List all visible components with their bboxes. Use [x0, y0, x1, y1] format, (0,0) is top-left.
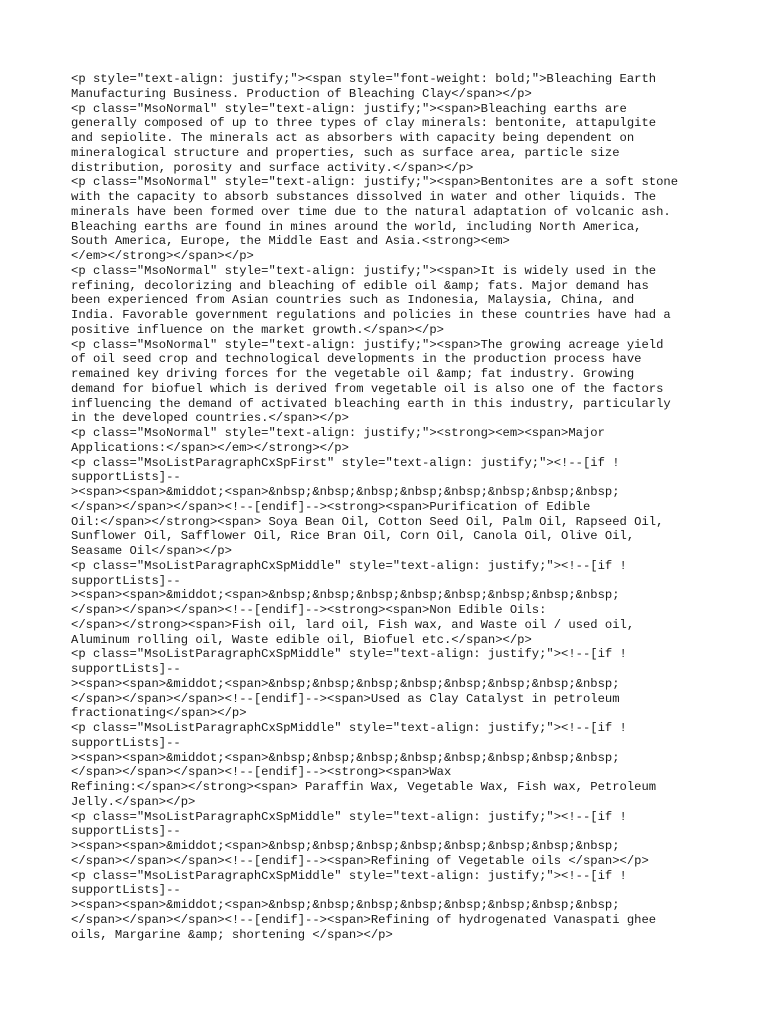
- text-line: supportLists]--: [71, 573, 181, 588]
- text-line: supportLists]--: [71, 735, 181, 750]
- text-line: with the capacity to absorb substances dissolved in water and other liquids. The: [71, 190, 657, 204]
- text-line: Aluminum rolling oil, Waste edible oil, Biofuel etc.</span></p>: [71, 632, 532, 647]
- text-line: distribution, porosity and surface activity.</span></p>: [71, 160, 474, 175]
- text-line: and sepiolite. The minerals act as absorbers with capacity being dependent on: [71, 131, 635, 145]
- text-line: Applications:</span></em></strong></p>: [71, 440, 349, 455]
- text-line: ><span><span>&middot;<span>&nbsp;&nbsp;&nbsp;&nbsp;&nbsp;&nbsp;&nbsp;&nbsp;: [71, 839, 620, 853]
- text-line: supportLists]--: [71, 824, 181, 839]
- text-line: <p class="MsoNormal" style="text-align: justify;"><strong><em><span>Major: [71, 426, 605, 440]
- text-line: positive influence on the market growth.</span></p>: [71, 322, 444, 337]
- text-line: <p class="MsoNormal" style="text-align: justify;"><span>The growing acreage yield: [71, 337, 664, 352]
- text-line: <p class="MsoListParagraphCxSpMiddle" style="text-align: justify;"><!--[if !: [71, 647, 627, 662]
- text-line: <p class="MsoNormal" style="text-align: justify;"><span>It is widely used in the: [71, 263, 657, 278]
- text-line: in the developed countries.</span></p>: [71, 411, 349, 426]
- text-line: </span></span></span><!--[endif]--><strong><span>Wax: [71, 765, 452, 780]
- text-line: <p class="MsoListParagraphCxSpMiddle" style="text-align: justify;"><!--[if !: [71, 558, 627, 573]
- text-line: <p class="MsoNormal" style="text-align: justify;"><span>Bentonites are a soft stone: [71, 175, 679, 190]
- text-line: ><span><span>&middot;<span>&nbsp;&nbsp;&nbsp;&nbsp;&nbsp;&nbsp;&nbsp;&nbsp;: [71, 898, 620, 912]
- text-line: ><span><span>&middot;<span>&nbsp;&nbsp;&nbsp;&nbsp;&nbsp;&nbsp;&nbsp;&nbsp;: [71, 750, 620, 765]
- text-line: <p class="MsoNormal" style="text-align: justify;"><span>Bleaching earths are: [71, 101, 627, 116]
- text-line: </span></span></span><!--[endif]--><strong><span>Non Edible Oils:: [71, 603, 547, 617]
- text-line: </span></span></span><!--[endif]--><span>Refining of Vegetable oils </span></p>: [71, 853, 649, 868]
- text-line: demand for biofuel which is derived from vegetable oil is also one of the factors: [71, 381, 664, 396]
- text-line: ><span><span>&middot;<span>&nbsp;&nbsp;&nbsp;&nbsp;&nbsp;&nbsp;&nbsp;&nbsp;: [71, 485, 620, 499]
- text-line: oils, Margarine &amp; shortening </span></p>: [71, 927, 393, 942]
- text-line: Manufacturing Business. Production of Bleaching Clay</span></p>: [71, 86, 532, 101]
- text-line: Seasame Oil</span></p>: [71, 544, 232, 558]
- text-line: <p class="MsoListParagraphCxSpFirst" style="text-align: justify;"><!--[if !: [71, 455, 620, 470]
- text-line: supportLists]--: [71, 470, 181, 485]
- text-line: <p class="MsoListParagraphCxSpMiddle" style="text-align: justify;"><!--[if !: [71, 809, 627, 824]
- text-line: </em></strong></span></p>: [71, 249, 254, 263]
- text-line: Oil:</span></strong><span> Soya Bean Oil, Cotton Seed Oil, Palm Oil, Rapseed Oil,: [71, 514, 664, 529]
- text-line: Sunflower Oil, Safflower Oil, Rice Bran Oil, Corn Oil, Canola Oil, Olive Oil,: [71, 529, 635, 544]
- text-line: Refining:</span></strong><span> Paraffin Wax, Vegetable Wax, Fish wax, Petroleum: [71, 780, 657, 794]
- text-line: minerals have been formed over time due to the natural adaptation of volcanic ash.: [71, 204, 671, 219]
- text-line: <p style="text-align: justify;"><span style="font-weight: bold;">Bleaching Earth: [71, 72, 657, 86]
- text-line: refining, decolorizing and bleaching of edible oil &amp; fats. Major demand has: [71, 278, 649, 293]
- text-line: </span></span></span><!--[endif]--><strong><span>Purification of Edible: [71, 499, 591, 514]
- text-line: </span></span></span><!--[endif]--><span>Refining of hydrogenated Vanaspati ghee: [71, 912, 657, 927]
- raw-html-text-block: [71, 72, 701, 942]
- text-line: ><span><span>&middot;<span>&nbsp;&nbsp;&nbsp;&nbsp;&nbsp;&nbsp;&nbsp;&nbsp;: [71, 588, 620, 603]
- text-line: of oil seed crop and technological developments in the production process have: [71, 352, 642, 367]
- text-line: been experienced from Asian countries such as Indonesia, Malaysia, China, and: [71, 293, 635, 308]
- text-line: Jelly.</span></p>: [71, 794, 196, 809]
- text-line: supportLists]--: [71, 662, 181, 676]
- text-line: South America, Europe, the Middle East and Asia.<strong><em>: [71, 234, 510, 249]
- text-line: </span></strong><span>Fish oil, lard oil, Fish wax, and Waste oil / used oil,: [71, 617, 635, 632]
- text-line: supportLists]--: [71, 883, 181, 898]
- text-line: generally composed of up to three types of clay minerals: bentonite, attapulgite: [71, 116, 657, 131]
- text-line: Bleaching earths are found in mines around the world, including North America,: [71, 219, 642, 234]
- text-line: <p class="MsoListParagraphCxSpMiddle" style="text-align: justify;"><!--[if !: [71, 721, 627, 735]
- text-line: influencing the demand of activated bleaching earth in this industry, particularly: [71, 396, 671, 411]
- text-line: </span></span></span><!--[endif]--><span>Used as Clay Catalyst in petroleum: [71, 691, 620, 706]
- text-line: India. Favorable government regulations and policies in these countries have had a: [71, 308, 671, 322]
- text-line: fractionating</span></p>: [71, 706, 247, 721]
- text-line: mineralogical structure and properties, such as surface area, particle size: [71, 145, 620, 160]
- text-line: remained key driving forces for the vegetable oil &amp; fat industry. Growing: [71, 367, 635, 381]
- text-line: <p class="MsoListParagraphCxSpMiddle" style="text-align: justify;"><!--[if !: [71, 868, 627, 883]
- text-line: ><span><span>&middot;<span>&nbsp;&nbsp;&nbsp;&nbsp;&nbsp;&nbsp;&nbsp;&nbsp;: [71, 676, 620, 691]
